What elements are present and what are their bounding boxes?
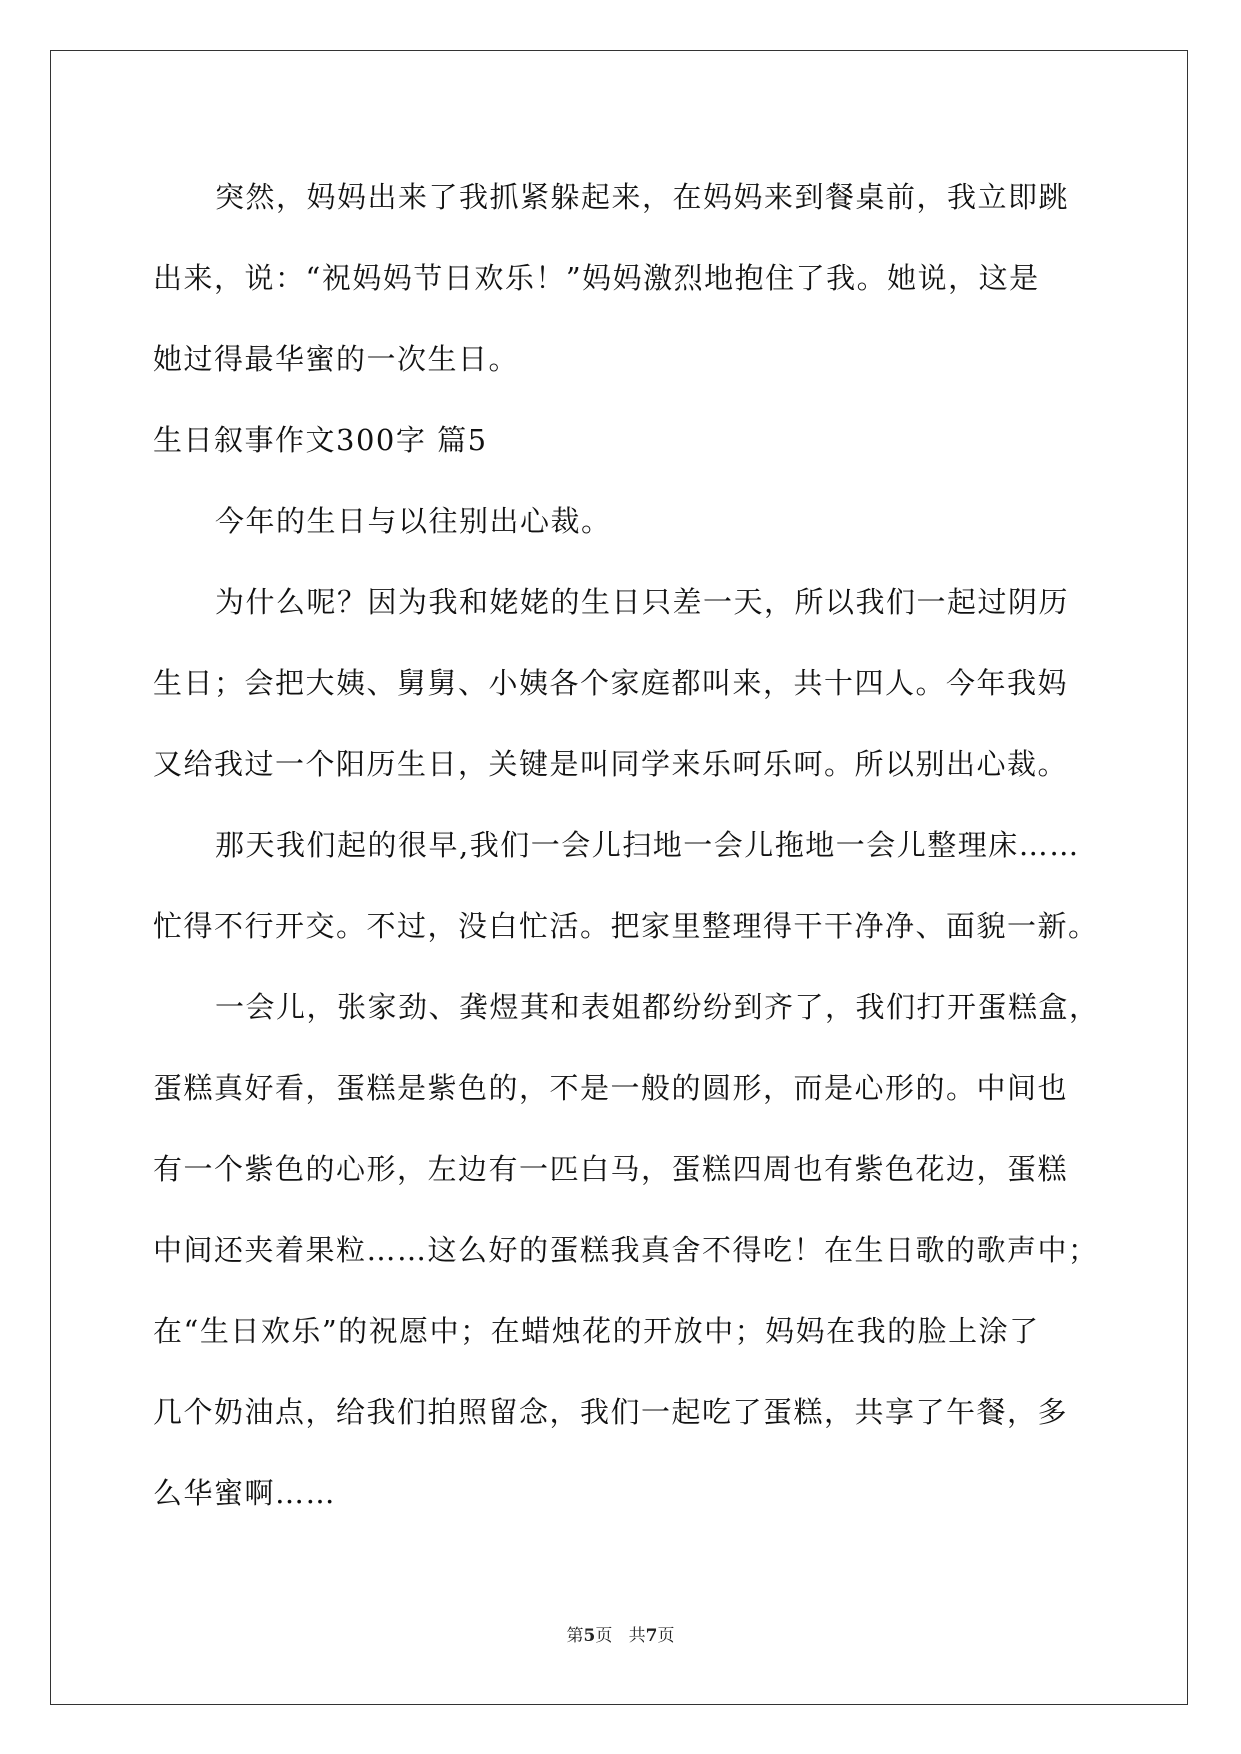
page-mid: 页 共	[595, 1626, 646, 1646]
text-line: 那天我们起的很早,我们一会儿扫地一会儿拖地一会儿整理床……	[215, 828, 1080, 862]
text-line: 她过得最华蜜的一次生日。	[153, 342, 520, 376]
total-pages-number: 7	[645, 1626, 658, 1646]
text-line: 忙得不行开交。不过，没白忙活。把家里整理得干干净净、面貌一新。	[153, 909, 1099, 943]
text-line: 一会儿，张家劲、龚煜萁和表姐都纷纷到齐了，我们打开蛋糕盒，	[215, 990, 1100, 1024]
text-line: 出来，说：“祝妈妈节日欢乐！”妈妈激烈地抱住了我。她说，这是	[153, 261, 1040, 295]
text-line: 么华蜜啊……	[153, 1476, 337, 1510]
text-line: 又给我过一个阳历生日，关键是叫同学来乐呵乐呵。所以别出心裁。	[153, 747, 1069, 781]
page-footer	[0, 1621, 1241, 1646]
text-line: 有一个紫色的心形，左边有一匹白马，蛋糕四周也有紫色花边，蛋糕	[153, 1152, 1069, 1186]
text-line: 为什么呢？因为我和姥姥的生日只差一天，所以我们一起过阴历	[215, 585, 1070, 619]
text-line: 生日；会把大姨、舅舅、小姨各个家庭都叫来，共十四人。今年我妈	[153, 666, 1069, 700]
text-line: 几个奶油点，给我们拍照留念，我们一起吃了蛋糕，共享了午餐，多	[153, 1395, 1069, 1429]
current-page-number: 5	[583, 1626, 596, 1646]
document-body	[153, 157, 1098, 1534]
text-line: 突然，妈妈出来了我抓紧躲起来，在妈妈来到餐桌前，我立即跳	[215, 180, 1070, 214]
text-line: 蛋糕真好看，蛋糕是紫色的，不是一般的圆形，而是心形的。中间也	[153, 1071, 1069, 1105]
text-line: 中间还夹着果粒……这么好的蛋糕我真舍不得吃！在生日歌的歌声中；	[153, 1233, 1099, 1267]
section-heading: 生日叙事作文300字 篇5	[153, 423, 488, 457]
text-line: 在“生日欢乐”的祝愿中；在蜡烛花的开放中；妈妈在我的脸上涂了	[153, 1314, 1040, 1348]
page-suffix: 页	[657, 1626, 675, 1646]
page-prefix: 第	[566, 1626, 584, 1646]
text-line: 今年的生日与以往别出心裁。	[215, 504, 612, 538]
